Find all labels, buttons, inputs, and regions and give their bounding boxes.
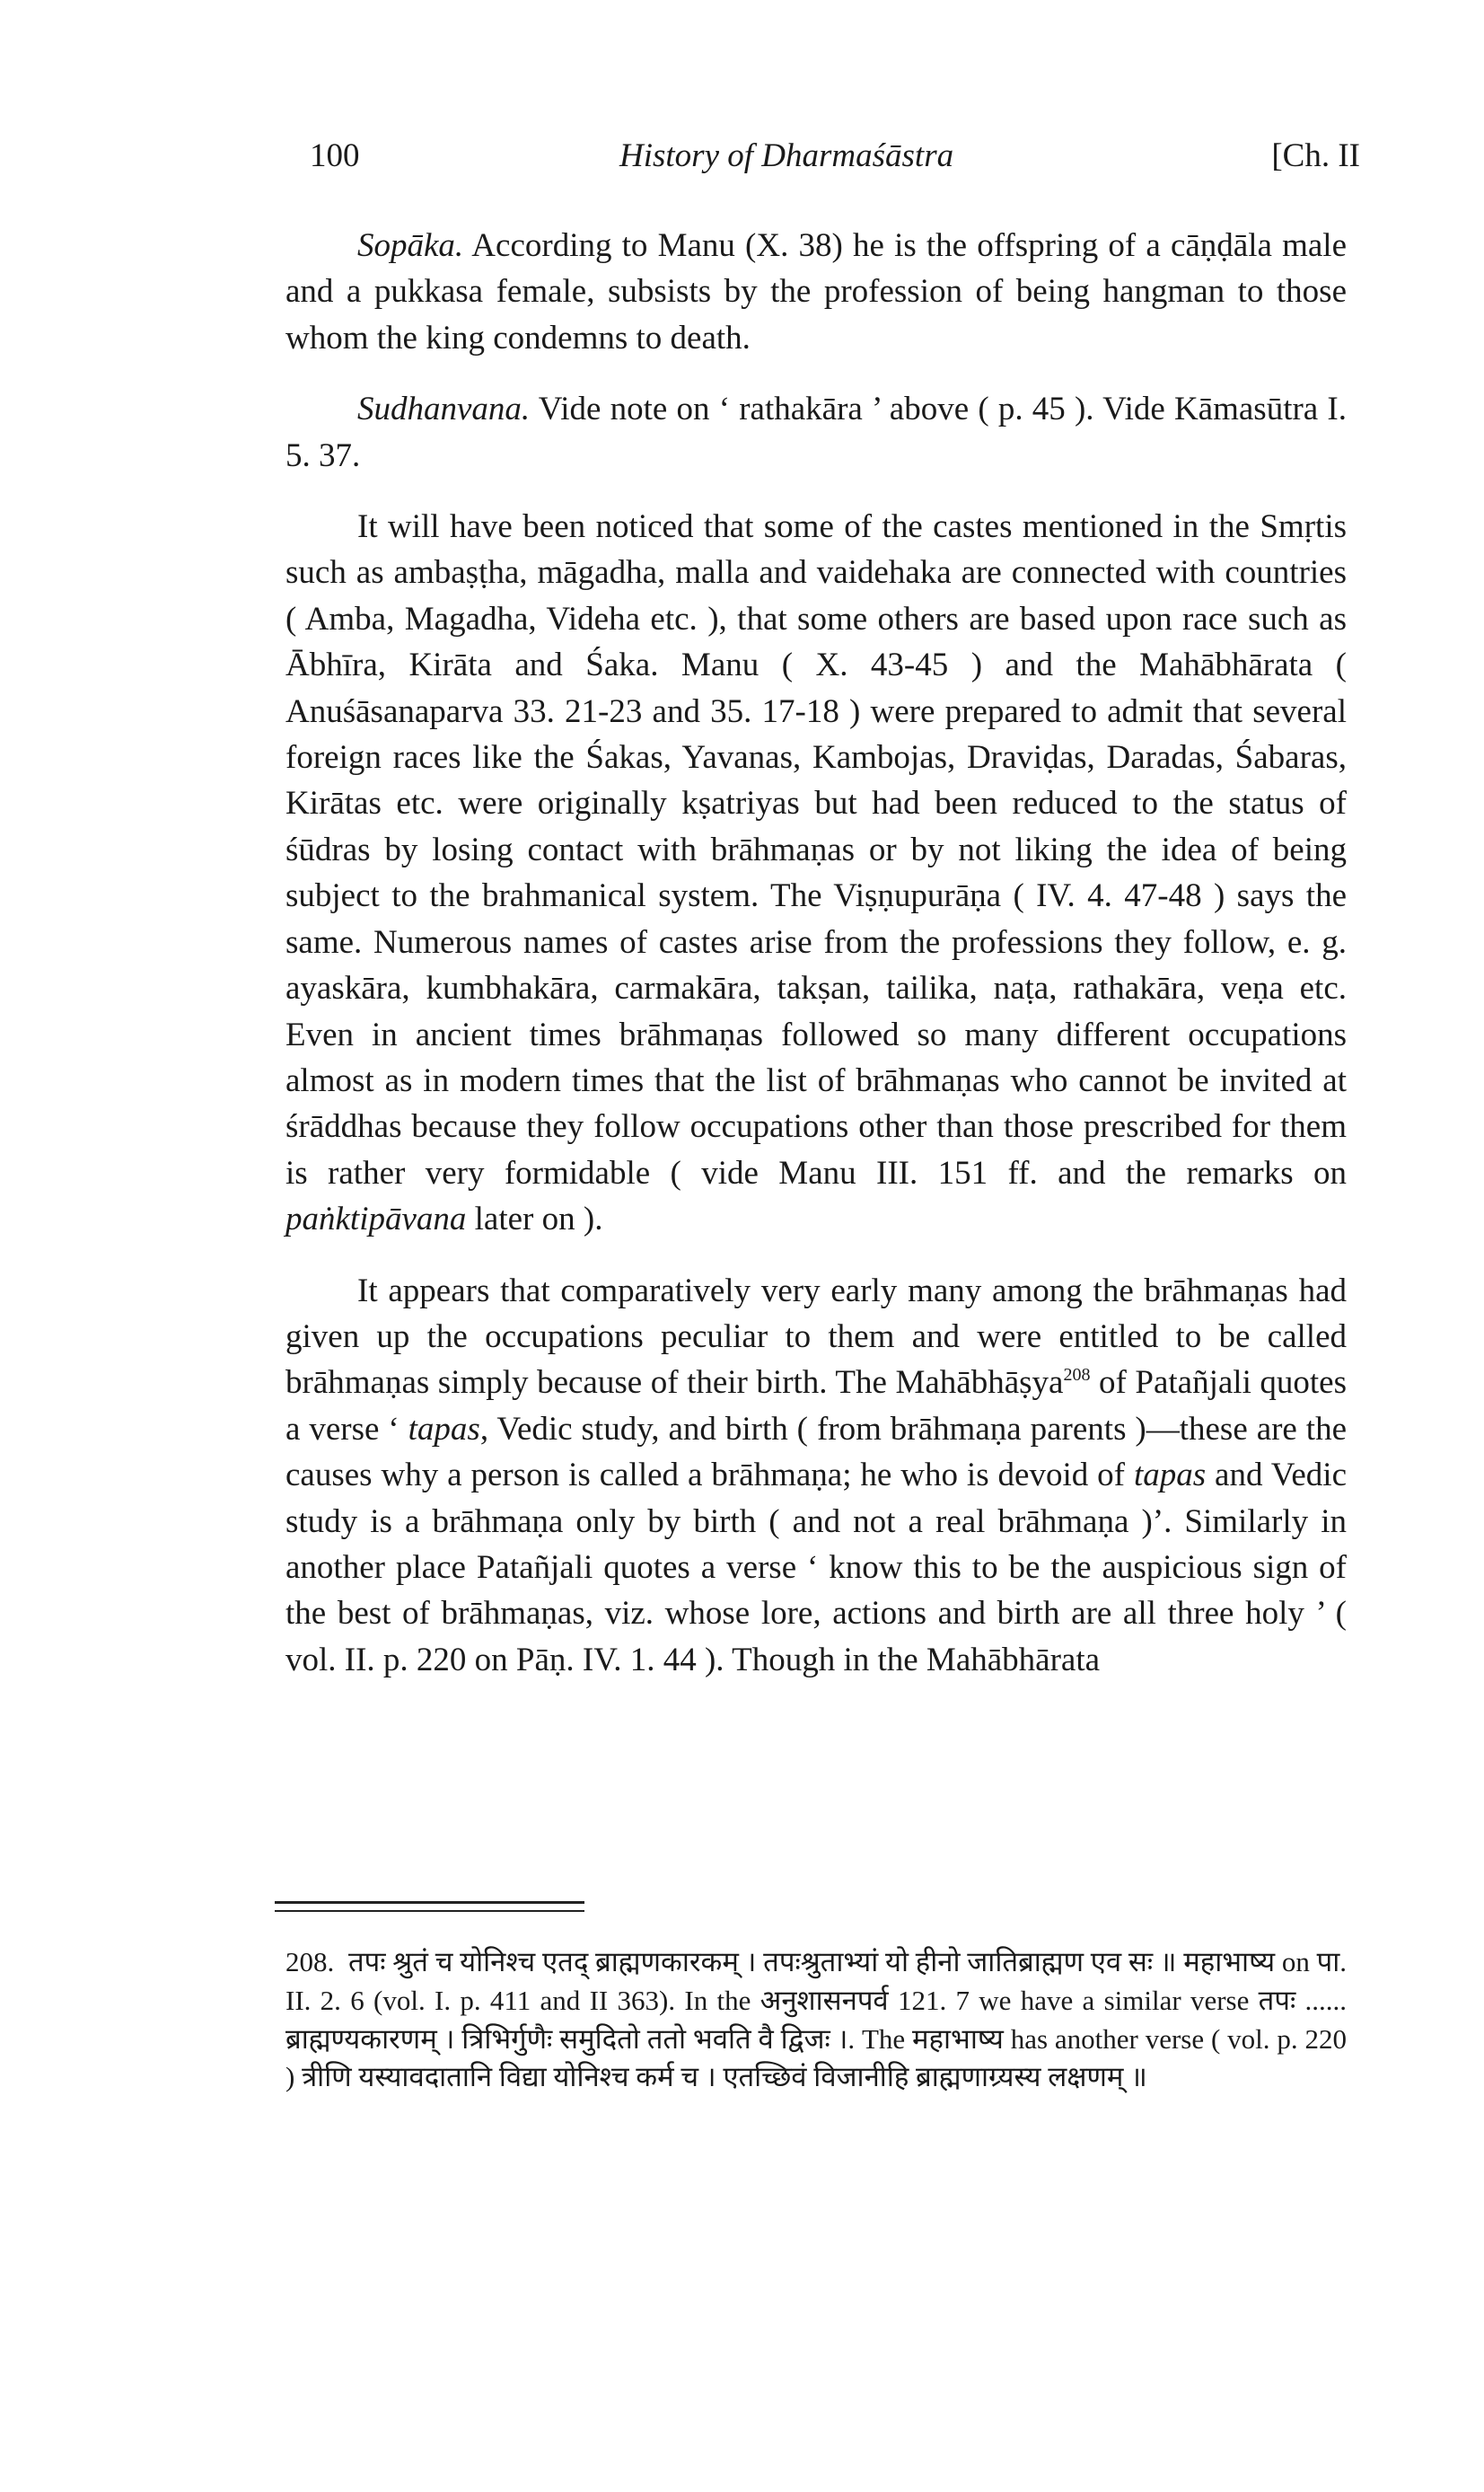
entry-term: Sopāka. [357, 227, 464, 264]
footnote-number: 208. [285, 1946, 335, 1977]
paragraph-sudhanvana [285, 386, 1347, 479]
footnote-divider [275, 1910, 584, 1912]
chapter-label: [Ch. II [1271, 137, 1360, 174]
italic-term: tapas [408, 1410, 480, 1448]
main-text [285, 223, 1347, 1683]
paragraph-text: , Vedic study, and birth ( from brāhmaṇa parents )—these are the causes why a person is called a brāhmaṇa; he who is devoid of [285, 1410, 1348, 1494]
paragraph-text: of Patañjali quotes a verse ‘ [285, 1364, 1347, 1448]
entry-text: According to Manu (X. 38) he is the offspring of a cāṇḍāla male and a pukkasa female, subsists by the profession of being hangman to those whom the king condemns to death. [285, 227, 1347, 357]
paragraph-text: later on ). [466, 1201, 603, 1238]
paragraph-text: It appears that comparatively very early many among the brāhmaṇas had given up the occupations peculiar to them and were entitled to be called brāhmaṇas simply because of their birth. The Mahābhāṣya [285, 1272, 1347, 1402]
entry-term: Sudhanvana. [357, 391, 531, 428]
italic-term: tapas [1133, 1457, 1207, 1494]
entry-text: Vide note on ‘ rathakāra ’ above ( p. 45 ). Vide Kāmasūtra I. 5. 37. [285, 391, 1347, 474]
paragraph-text: and Vedic study is a brāhmaṇa only by birth ( and not a real brāhmaṇa )’. Similarly in another place Patañjali quotes a verse ‘ know this to be the auspicious sign of the best of brāhmaṇas, viz. whose lore, actions and birth are all three holy ’ ( vol. II. p. 220 on Pāṇ. IV. 1. 44 ). Though in the Mahābhārata [285, 1457, 1347, 1678]
footnote-208 [285, 1943, 1347, 2097]
paragraph-sopaka [285, 223, 1347, 361]
footnote-text: तपः श्रुतं च योनिश्च एतद् ब्राह्मणकारकम् । तपःश्रुताभ्यां यो हीनो जातिब्राह्मण एव सः ॥ महाभाष्य on पा. II. 2. 6 (vol. I. p. 411 and II 363). In the अनुशासनपर्व 121. 7 we have a similar verse तपः ...... ब्राह्मण्यकारणम् । त्रिभिर्गुणैः समुदितो ततो भवति वै द्विजः ।. The महाभाष्य has another verse ( vol. p. 220 ) त्रीणि यस्यावदातानि विद्या योनिश्च कर्म च । एतच्छिवं विजानीहि ब्राह्मणाग्र्यस्य लक्षणम् ॥ [285, 1946, 1347, 2093]
running-header [310, 136, 1360, 181]
paragraph-text: It will have been noticed that some of the castes mentioned in the Smṛtis such as ambaṣṭha, māgadha, malla and vaidehaka are connected with countries ( Amba, Magadha, Videha etc. ), that some others are based upon race such as Ābhīra, Kirāta and Śaka. Manu ( X. 43-45 ) and the Mahābhārata ( Anuśāsanaparva 33. 21-23 and 35. 17-18 ) were prepared to admit that several foreign races like the Śakas, Yavanas, Kambojas, Draviḍas, Daradas, Śabaras, Kirātas etc. were originally kṣatriyas but had been reduced to the status of śūdras by losing contact with brāhmaṇas or by not liking the idea of being subject to the brahmanical system. The Viṣṇupurāṇa ( IV. 4. 47-48 ) says the same. Numerous names of castes arise from the professions they follow, e. g. ayaskāra, kumbhakāra, carmakāra, takṣan, tailika, naṭa, rathakāra, veṇa etc. Even in ancient times brāhmaṇas followed so many different occupations almost as in modern times that the list of brāhmaṇas who cannot be invited at śrāddhas because they follow occupations other than those prescribed for them is rather very formidable ( vide Manu III. 151 ff. and the remarks on [285, 508, 1347, 1192]
footnote-reference[interactable]: 208 [1063, 1365, 1091, 1386]
paragraph-brahmanas [285, 1268, 1347, 1684]
italic-term: paṅktipāvana [285, 1201, 467, 1238]
running-title: History of Dharmaśāstra [619, 137, 954, 174]
footnote-divider [275, 1901, 584, 1904]
page-number: 100 [310, 137, 360, 174]
paragraph-castes [285, 504, 1347, 1243]
